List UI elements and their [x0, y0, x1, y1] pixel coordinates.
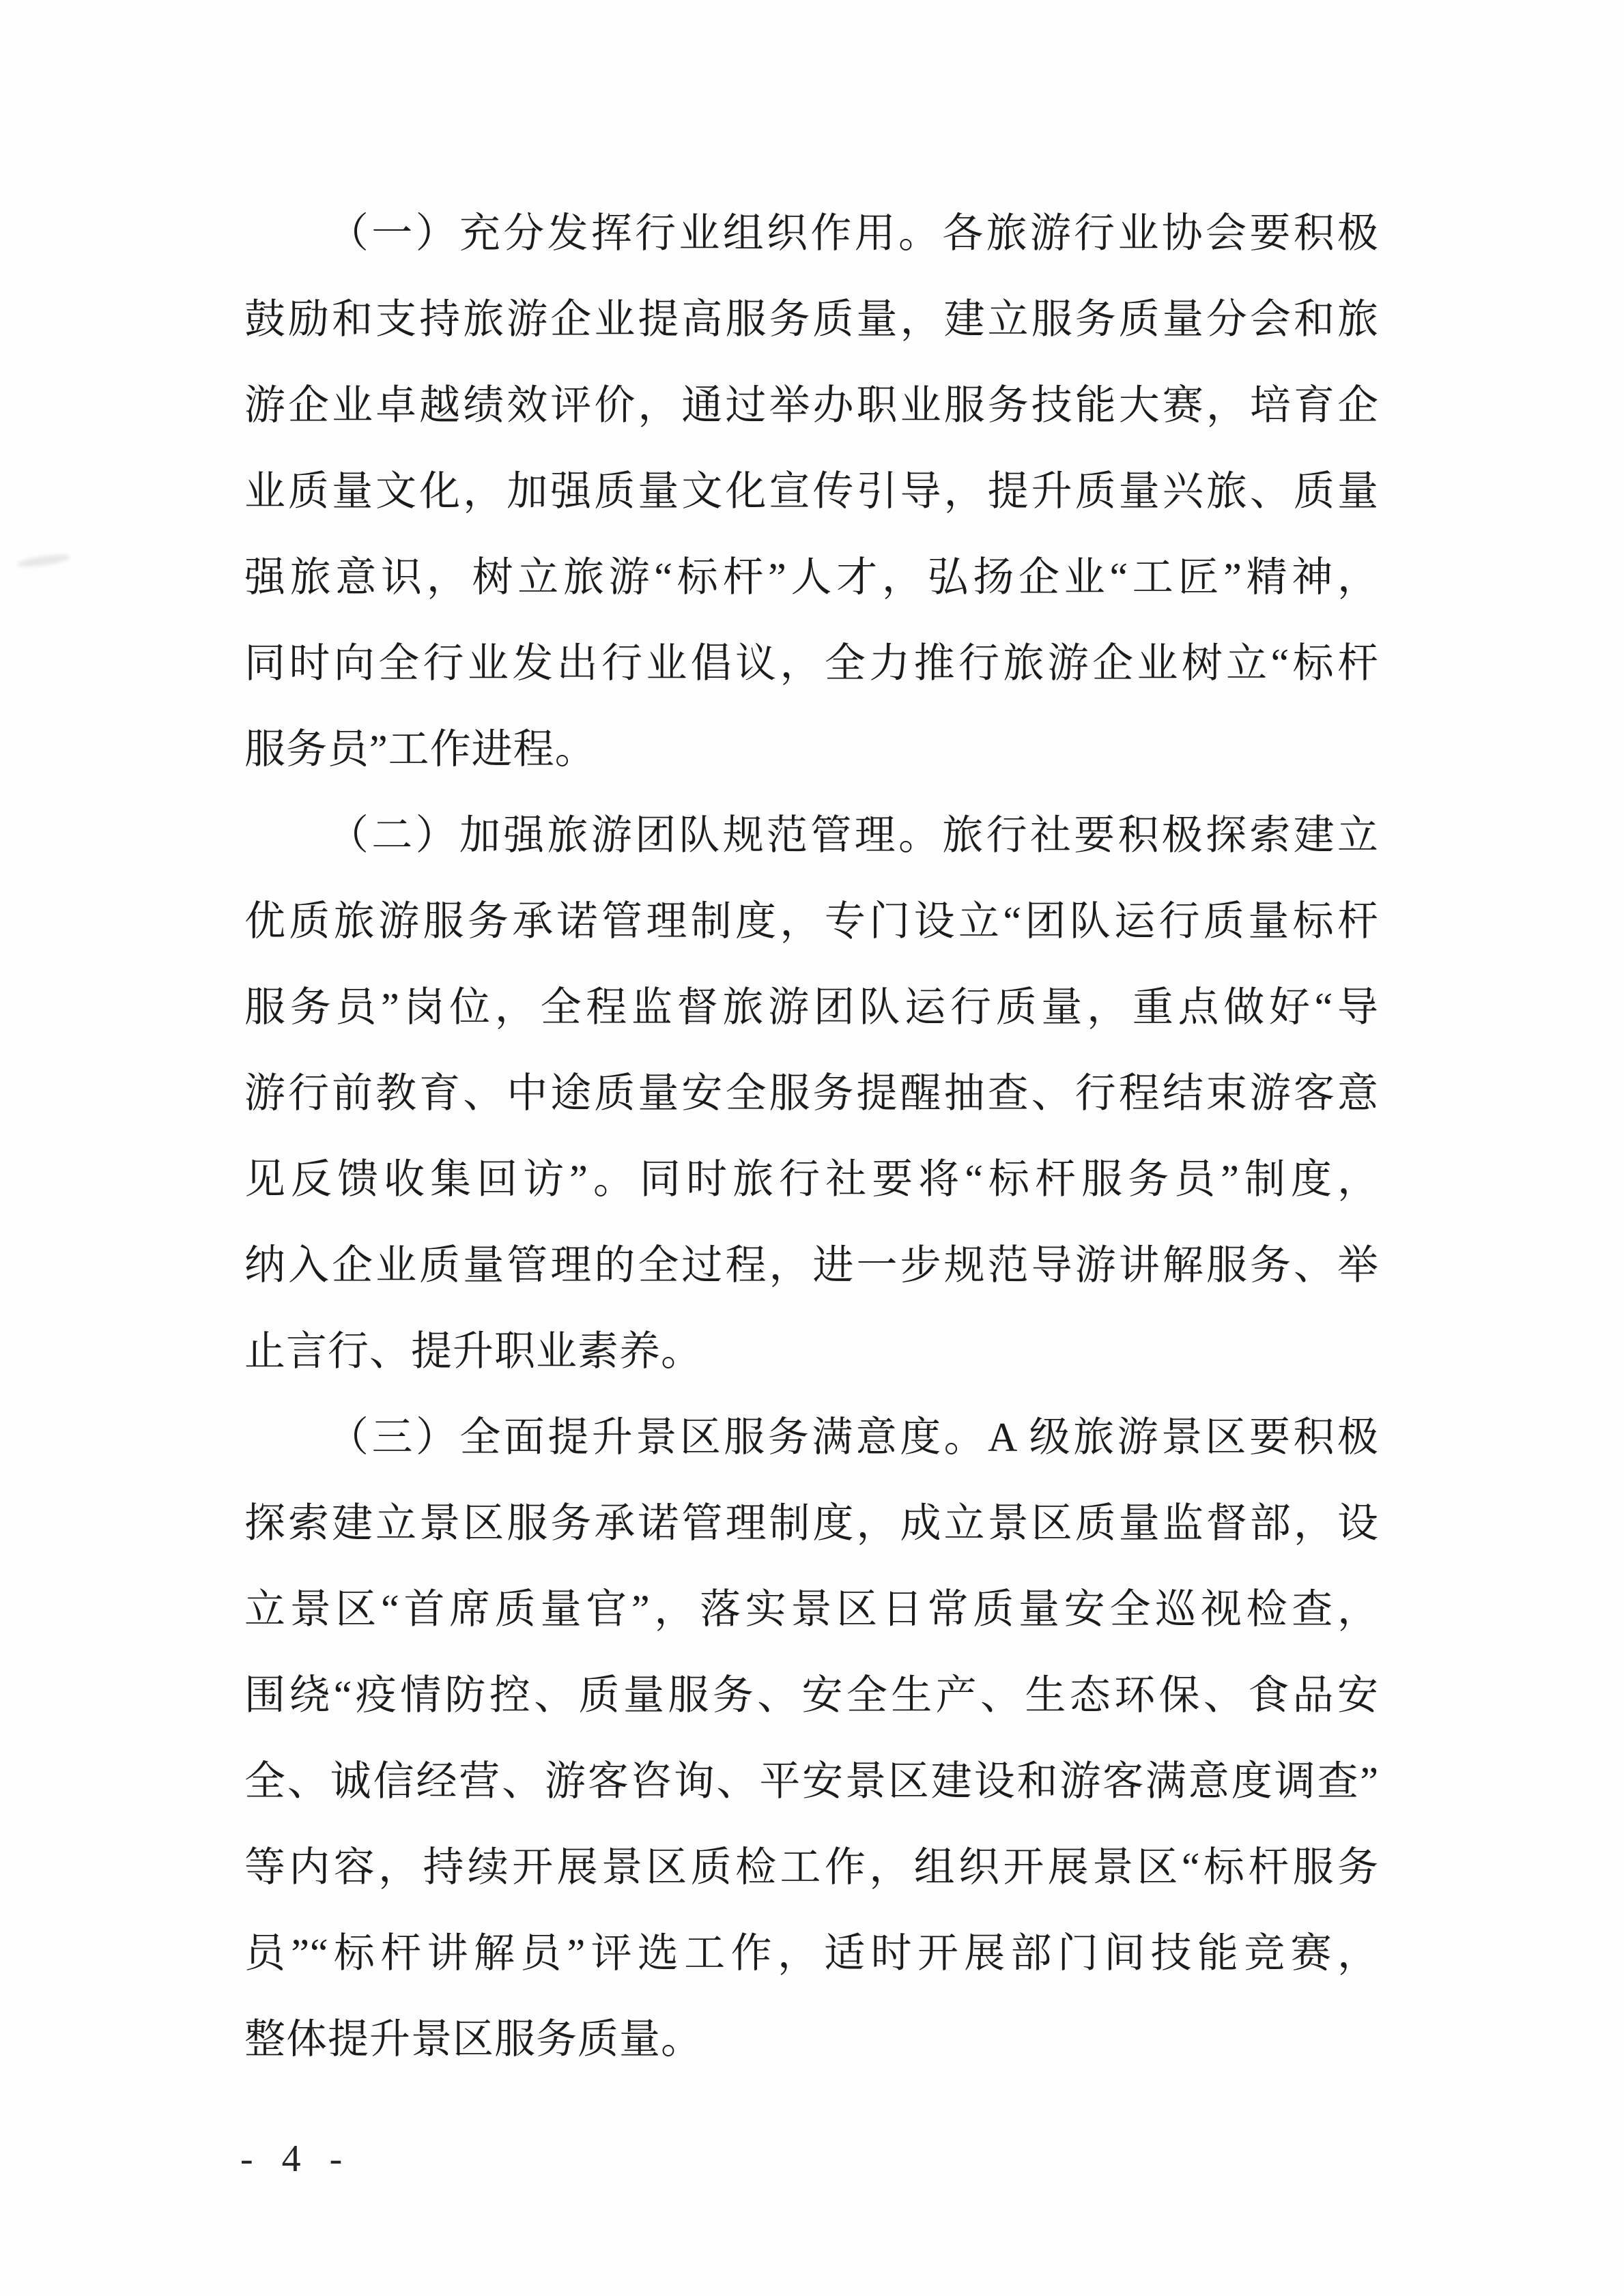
text-line: 业质量文化，加强质量文化宣传引导，提升质量兴旅、质量	[244, 469, 1379, 514]
document-body	[244, 190, 1379, 2082]
text-line: 游行前教育、中途质量安全服务提醒抽查、行程结束游客意	[244, 1071, 1379, 1116]
text-line: 整体提升景区服务质量。	[244, 2017, 702, 2062]
text-line: 探索建立景区服务承诺管理制度，成立景区质量监督部，设	[244, 1501, 1379, 1546]
paragraph-3	[244, 1394, 1379, 2082]
text-line: 围绕“疫情防控、质量服务、安全生产、生态环保、食品安	[244, 1673, 1379, 1718]
page-number: - 4 -	[240, 2138, 352, 2180]
text-line: 服务员”工作进程。	[244, 727, 597, 772]
text-line: 纳入企业质量管理的全过程，进一步规范导游讲解服务、举	[244, 1243, 1379, 1288]
text-line: 员”“标杆讲解员”评选工作，适时开展部门间技能竞赛，	[244, 1931, 1379, 1976]
text-line: 立景区“首席质量官”，落实景区日常质量安全巡视检查，	[244, 1587, 1379, 1632]
text-line: 全、诚信经营、游客咨询、平安景区建设和游客满意度调查”	[244, 1759, 1379, 1804]
text-line: 服务员”岗位，全程监督旅游团队运行质量，重点做好“导	[244, 985, 1379, 1030]
text-line: 鼓励和支持旅游企业提高服务质量，建立服务质量分会和旅	[244, 297, 1379, 342]
text-line: 同时向全行业发出行业倡议，全力推行旅游企业树立“标杆	[244, 641, 1379, 686]
scan-artifact	[16, 553, 70, 569]
text-line: 游企业卓越绩效评价，通过举办职业服务技能大赛，培育企	[244, 383, 1379, 428]
paragraph-1	[244, 190, 1379, 792]
paragraph-2	[244, 792, 1379, 1394]
text-line: （一）充分发挥行业组织作用。各旅游行业协会要积极	[328, 211, 1379, 256]
text-line: （三）全面提升景区服务满意度。A 级旅游景区要积极	[328, 1415, 1379, 1460]
text-line: 止言行、提升职业素养。	[244, 1329, 702, 1374]
text-line: （二）加强旅游团队规范管理。旅行社要积极探索建立	[328, 813, 1379, 858]
text-line: 等内容，持续开展景区质检工作，组织开展景区“标杆服务	[244, 1845, 1379, 1890]
text-line: 见反馈收集回访”。同时旅行社要将“标杆服务员”制度，	[244, 1157, 1379, 1202]
text-line: 强旅意识，树立旅游“标杆”人才，弘扬企业“工匠”精神，	[244, 555, 1379, 600]
text-line: 优质旅游服务承诺管理制度，专门设立“团队运行质量标杆	[244, 899, 1379, 944]
